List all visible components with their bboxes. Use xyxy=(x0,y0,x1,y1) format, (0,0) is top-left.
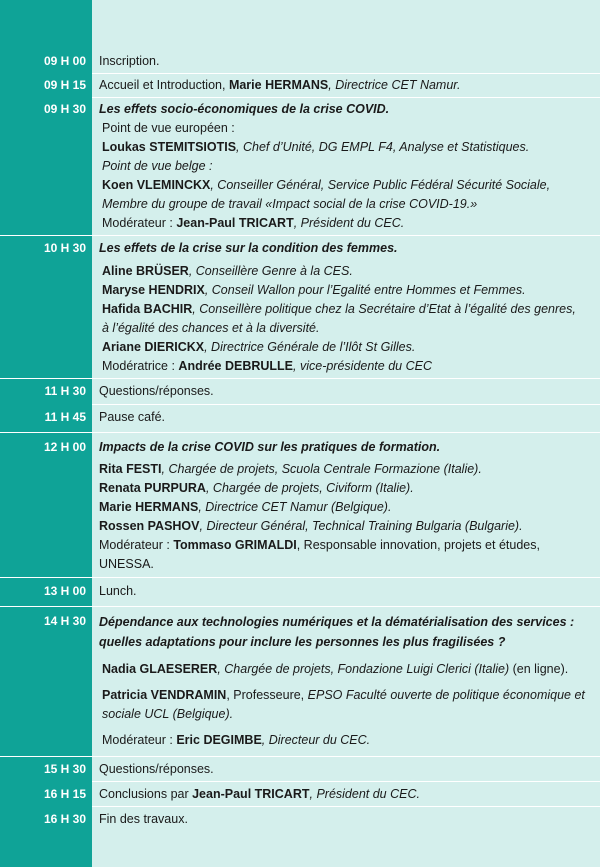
speaker-role: , Directrice CET Namur. xyxy=(328,78,461,92)
time-label: 10 H 30 xyxy=(43,241,86,255)
speaker-line xyxy=(99,517,586,536)
speaker-role: , Président du CEC. xyxy=(309,787,420,801)
speaker-name: Andrée DEBRULLE xyxy=(178,359,294,373)
speaker-role: , Directeur du CEC. xyxy=(261,733,371,747)
schedule-row xyxy=(0,807,600,831)
speaker-line xyxy=(102,660,586,679)
speaker-name: Loukas STEMITSIOTIS xyxy=(102,140,237,154)
speaker-line xyxy=(102,176,586,214)
speaker-line xyxy=(102,281,586,300)
schedule-row xyxy=(0,236,600,378)
speaker-title: , Professeure, xyxy=(226,688,308,702)
speaker-name: Hafida BACHIR xyxy=(102,302,193,316)
time-label: 11 H 45 xyxy=(44,410,86,424)
moderator-label: Modérateur : xyxy=(99,538,174,552)
time-label: 12 H 00 xyxy=(43,440,86,454)
speaker-name: Marie HERMANS xyxy=(99,500,199,514)
speaker-role: , Directrice Générale de l’Ilôt St Gilles. xyxy=(204,340,416,354)
speaker-role: , Conseiller Général, Service Public Fédéral Sécurité Sociale, Membre du groupe de travail «Impact social de la crise COVID-19.» xyxy=(102,178,551,211)
schedule-row xyxy=(0,607,600,753)
speaker-name: Tommaso GRIMALDI xyxy=(173,538,297,552)
schedule-row xyxy=(0,98,600,235)
item-text: Pause café. xyxy=(99,410,166,424)
moderator-label: Modérateur : xyxy=(102,216,177,230)
schedule-row xyxy=(0,74,600,97)
speaker-name: Renata PURPURA xyxy=(99,481,206,495)
speaker-name: Jean-Paul TRICART xyxy=(192,787,310,801)
schedule-row xyxy=(0,433,600,577)
item-text: Lunch. xyxy=(99,584,137,598)
speaker-role: , Directrice CET Namur (Belgique). xyxy=(198,500,392,514)
speaker-line xyxy=(102,262,586,281)
speaker-name: Patricia VENDRAMIN xyxy=(102,688,227,702)
speaker-name: Marie HERMANS xyxy=(228,78,329,92)
program-schedule xyxy=(0,50,600,831)
speaker-name: Rita FESTI xyxy=(99,462,162,476)
session-title: Les effets socio-économiques de la crise COVID. xyxy=(99,102,390,116)
speaker-name: Ariane DIERICKX xyxy=(102,340,205,354)
speaker-line xyxy=(102,300,586,338)
speaker-role: , Conseil Wallon pour l’Egalité entre Hommes et Femmes. xyxy=(204,283,526,297)
speaker-role: , Chargée de projets, Scuola Centrale Formazione (Italie). xyxy=(161,462,482,476)
time-label: 16 H 15 xyxy=(43,787,86,801)
schedule-row xyxy=(0,782,600,806)
speaker-name: Jean-Paul TRICART xyxy=(176,216,294,230)
speaker-role: , Chargée de projets, Civiform (Italie). xyxy=(205,481,414,495)
speaker-role: , Conseillère politique chez la Secrétaire d’Etat à l’égalité des genres, à l’égalité des chances et à la diversité. xyxy=(102,302,576,335)
speaker-role: , Directeur Général, Technical Training Bulgaria (Bulgarie). xyxy=(199,519,523,533)
speaker-role: , Président du CEC. xyxy=(293,216,405,230)
session-title: Impacts de la crise COVID sur les pratiques de formation. xyxy=(99,440,441,454)
moderator-label: Modérateur : xyxy=(102,733,177,747)
moderator-line xyxy=(102,214,586,233)
speaker-role: , Chargée de projets, Fondazione Luigi Clerici (Italie) xyxy=(217,662,510,676)
item-text: Inscription. xyxy=(99,54,160,68)
speaker-line xyxy=(99,479,586,498)
time-label: 15 H 30 xyxy=(43,762,86,776)
speaker-name: Maryse HENDRIX xyxy=(102,283,205,297)
moderator-line xyxy=(99,536,586,574)
time-label: 14 H 30 xyxy=(43,614,86,628)
time-label: 13 H 00 xyxy=(43,584,86,598)
schedule-row xyxy=(0,405,600,432)
item-text: Fin des travaux. xyxy=(99,812,188,826)
speaker-name: Nadia GLAESERER xyxy=(102,662,218,676)
schedule-row xyxy=(0,379,600,404)
speaker-note: (en ligne). xyxy=(509,662,569,676)
schedule-row xyxy=(0,757,600,781)
item-prefix: Accueil et Introduction, xyxy=(99,78,229,92)
time-label: 11 H 30 xyxy=(44,384,86,398)
item-text: Questions/réponses. xyxy=(99,384,214,398)
time-label: 16 H 30 xyxy=(43,812,86,826)
speaker-line xyxy=(99,498,586,517)
session-title: Dépendance aux technologies numériques et la dématérialisation des services : quelles adaptations pour inclure les personnes les plus fragilisées ? xyxy=(99,615,575,649)
speaker-role: , vice-présidente du CEC xyxy=(293,359,432,373)
speaker-name: Koen VLEMINCKX xyxy=(102,178,211,192)
speaker-name: Eric DEGIMBE xyxy=(176,733,262,747)
speaker-line xyxy=(102,138,586,157)
speaker-line xyxy=(102,338,586,357)
moderator-line xyxy=(102,357,586,376)
moderator-role: , Responsable innovation, projets et études, UNESSA. xyxy=(99,538,540,571)
schedule-row xyxy=(0,578,600,606)
moderator-label: Modératrice : xyxy=(102,359,179,373)
time-label: 09 H 00 xyxy=(43,54,86,68)
item-prefix: Conclusions par xyxy=(99,787,193,801)
speaker-line xyxy=(102,686,586,724)
time-label: 09 H 15 xyxy=(43,78,86,92)
item-text: Questions/réponses. xyxy=(99,762,214,776)
speaker-name: Aline BRÜSER xyxy=(102,264,189,278)
speaker-name: Rossen PASHOV xyxy=(99,519,200,533)
line-text: Point de vue européen : xyxy=(102,121,235,135)
speaker-role: EPSO Faculté ouverte de politique économique et sociale UCL (Belgique). xyxy=(102,688,585,721)
speaker-line xyxy=(99,460,586,479)
line-text: Point de vue belge : xyxy=(102,159,213,173)
moderator-line xyxy=(102,731,586,750)
schedule-row xyxy=(0,50,600,73)
session-title: Les effets de la crise sur la condition des femmes. xyxy=(99,241,398,255)
speaker-role: , Conseillère Genre à la CES. xyxy=(188,264,353,278)
time-label: 09 H 30 xyxy=(43,102,86,116)
speaker-role: , Chef d’Unité, DG EMPL F4, Analyse et Statistiques. xyxy=(236,140,530,154)
